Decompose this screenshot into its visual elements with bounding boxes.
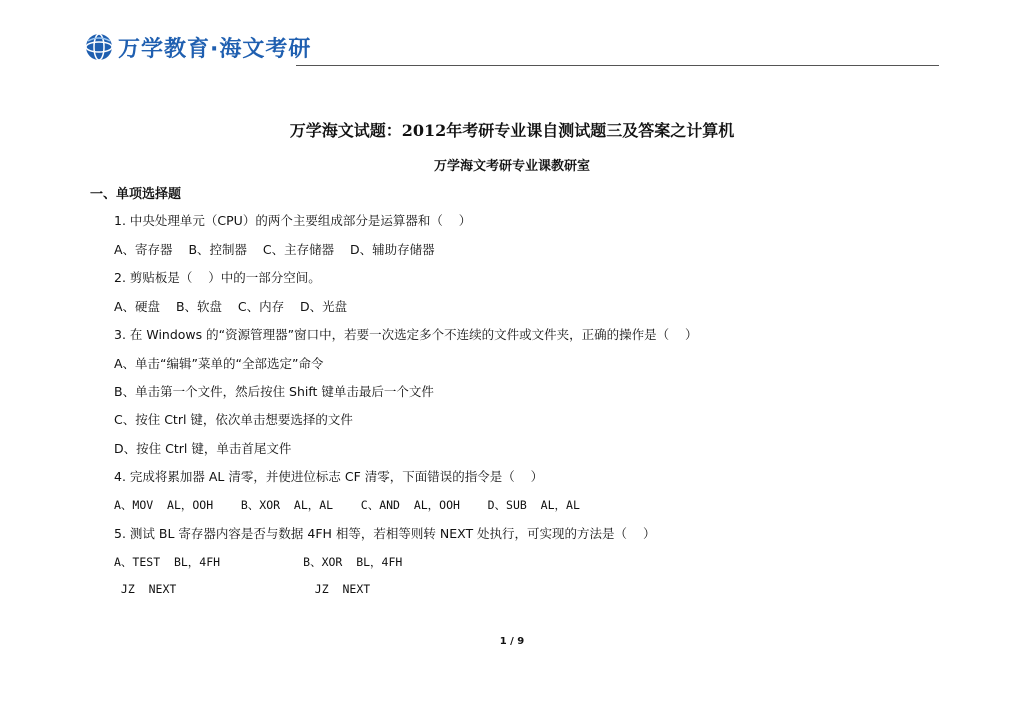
question-1-options: A、寄存器 B、控制器 C、主存储器 D、辅助存储器 xyxy=(114,242,435,257)
question-4: 4. 完成将累加器 AL 清零，并使进位标志 CF 清零，下面错误的指令是（ ） xyxy=(114,469,544,484)
header-divider xyxy=(296,65,939,66)
question-3-option-d: D、按住 Ctrl 键，单击首尾文件 xyxy=(114,441,292,456)
brand-name: 万学教育·海文考研 xyxy=(118,37,312,62)
document-subtitle: 万学海文考研专业课教研室 xyxy=(433,159,590,174)
question-2-options: A、硬盘 B、软盘 C、内存 D、光盘 xyxy=(114,299,348,314)
question-1: 1. 中央处理单元（CPU）的两个主要组成部分是运算器和（ ） xyxy=(114,213,472,228)
page-number: 1 / 9 xyxy=(499,636,525,647)
question-3: 3. 在 Windows 的“资源管理器”窗口中，若要一次选定多个不连续的文件或文件夹，正确的操作是（ ） xyxy=(114,327,698,342)
question-2: 2. 剪贴板是（ ）中的一部分空间。 xyxy=(114,270,321,285)
globe-logo-icon xyxy=(84,32,114,62)
question-3-option-a: A、单击“编辑”菜单的“全部选定”命令 xyxy=(114,356,324,371)
question-4-options: A、MOV AL，OOH B、XOR AL，AL C、AND AL，OOH D、SUB AL，AL xyxy=(114,498,580,512)
question-5-options-ab: A、TEST BL，4FH B、XOR BL，4FH xyxy=(114,555,403,569)
section-heading: 一、单项选择题 xyxy=(90,187,182,202)
question-5-options-jump: JZ NEXT JZ NEXT xyxy=(114,582,371,596)
question-3-option-b: B、单击第一个文件，然后按住 Shift 键单击最后一个文件 xyxy=(114,384,434,399)
question-3-option-c: C、按住 Ctrl 键，依次单击想要选择的文件 xyxy=(114,412,353,427)
page-header xyxy=(84,30,940,70)
document-title: 万学海文试题：2012年考研专业课自测试题三及答案之计算机 xyxy=(289,121,735,140)
question-5: 5. 测试 BL 寄存器内容是否与数据 4FH 相等，若相等则转 NEXT 处执行，可实现的方法是（ ） xyxy=(114,526,656,541)
